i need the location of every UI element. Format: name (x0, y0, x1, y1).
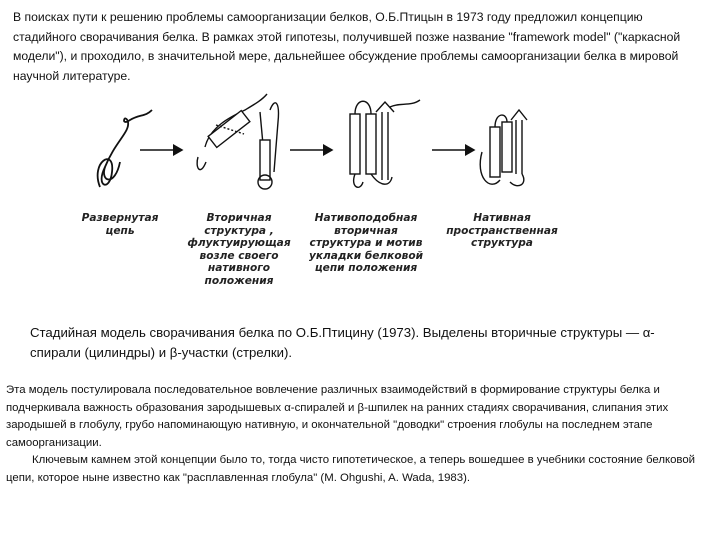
folding-diagram (70, 92, 590, 312)
body-text (6, 382, 714, 487)
unfolded-chain-sketch (98, 110, 152, 187)
stage-label-secondary: Вторичная структура , флуктуирующая возле своего нативного положения (187, 212, 291, 287)
body-paragraph-1: Эта модель постулировала последовательное вовлечение различных взаимодействий в формирование структуры белка и подчеркивала важность образования зародышевых α-спиралей и β-шпилек на ранних стадиях сворачивания, слипания этих зародышей в глобулу, грубо напоминающую нативную, и окончательной "доводки" строения глобулы на последнем этапе самоорганизации. (6, 384, 669, 449)
stage-label-native-like: Нативоподобная вторичная структура и мотив укладки белковой цепи положения (308, 212, 424, 275)
native-structure-sketch (480, 110, 527, 186)
body-paragraph-2: Ключевым камнем этой концепции было то, тогда чисто гипотетическое, а теперь вошедшее в учебники состояние белковой цепи, которое ныне известно как "расплавленная глобула" (M. Ohgushi, A. Wada, 1983). (6, 454, 696, 484)
native-like-structure-sketch (350, 100, 420, 187)
folding-stages-drawing (70, 92, 590, 312)
intro-paragraph: В поисках пути к решению проблемы самоорганизации белков, О.Б.Птицын в 1973 году предложил концепцию стадийного сворачивания белка. В рамках этой гипотезы, получившей позже название "framework model" ("каркасной модели"), и проходило, в значительной мере, дальнейшее обсуждение проблемы самоорганизации белка в мировой научной литературе. (13, 10, 681, 83)
figure-caption: Стадийная модель сворачивания белка по О.Б.Птицину (1973). Выделены вторичные структуры — α-спирали (цилиндры) и β-участки (стрелки). (30, 325, 655, 360)
secondary-structure-sketch (197, 94, 278, 189)
intro-text (13, 8, 709, 86)
stage-label-unfolded: Развернутая цепь (81, 212, 159, 237)
stage-label-native: Нативная пространственная структура (446, 212, 558, 250)
